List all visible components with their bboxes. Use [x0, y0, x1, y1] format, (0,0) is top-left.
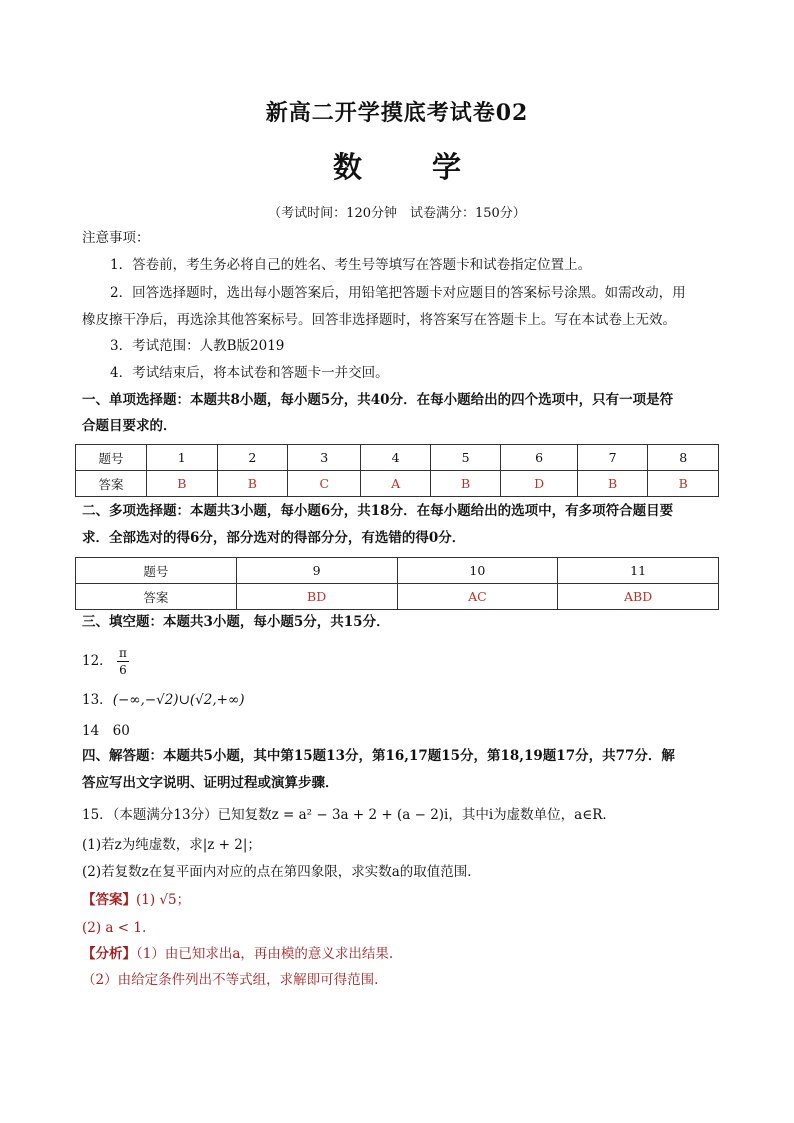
answer-cell: C: [288, 471, 361, 497]
question-number: 2: [217, 445, 288, 471]
q14-answer: 14 60: [82, 723, 130, 739]
answer-cell: B: [577, 471, 648, 497]
section1-heading: 一、单项选择题：本题共8小题，每小题5分，共40分．在每小题给出的四个选项中，只有一项是符: [82, 392, 674, 408]
q12-label: 12．: [82, 653, 113, 669]
multi-choice-answer-table: [75, 557, 719, 610]
fraction-numerator: π: [118, 646, 127, 660]
note-item: 4．考试结束后，将本试卷和答题卡一并交回。: [110, 365, 389, 381]
answer-part2: (2) a < 1.: [82, 920, 147, 936]
page-title: 新高二开学摸底考试卷02: [265, 100, 529, 126]
answer-cell: B: [648, 471, 719, 497]
q13-label: 13．: [82, 692, 113, 708]
question-number: 10: [397, 558, 558, 584]
notes-heading: 注意事项：: [82, 230, 150, 246]
answer-cell: AC: [397, 584, 558, 610]
question-number: 6: [501, 445, 577, 471]
analysis-part1: （1）由已知求出a，再由模的意义求出结果.: [136, 946, 394, 962]
section1-heading-cont: 合题目要求的．: [82, 418, 177, 434]
row-label: 答案: [76, 584, 237, 610]
question-number: 4: [361, 445, 430, 471]
answer-cell: ABD: [558, 584, 719, 610]
q15-part2: (2)若复数z在复平面内对应的点在第四象限，求实数a的取值范围．: [82, 864, 481, 880]
answer-cell: B: [430, 471, 501, 497]
section4-heading: 四、解答题：本题共5小题，其中第15题13分，第16,17题15分，第18,19题17分，共77分．解: [82, 748, 675, 764]
answer-cell: A: [361, 471, 430, 497]
answer-cell: BD: [236, 584, 397, 610]
table-row: [76, 558, 719, 584]
q15-part1: (1)若z为纯虚数，求|z + 2|；: [82, 837, 261, 853]
section4-heading-cont: 答应写出文字说明、证明过程或演算步骤．: [82, 775, 339, 791]
table-row: [76, 471, 719, 497]
question-number: 7: [577, 445, 648, 471]
table-row: [76, 445, 719, 471]
question-number: 1: [147, 445, 218, 471]
section2-heading-cont: 求．全部选对的得6分，部分选对的得部分分，有选错的得0分．: [82, 530, 466, 546]
single-choice-answer-table: [75, 444, 719, 497]
answer-cell: D: [501, 471, 577, 497]
answer-cell: B: [147, 471, 218, 497]
q13-answer: [82, 690, 244, 710]
note-item: 橡皮擦干净后，再选涂其他答案标号。回答非选择题时，将答案写在答题卡上。写在本试卷上无效。: [82, 312, 676, 328]
section2-heading: 二、多项选择题：本题共3小题，每小题6分，共18分．在每小题给出的选项中，有多项符合题目要: [82, 503, 674, 519]
question-number: 11: [558, 558, 719, 584]
exam-time-info: （考试时间：120分钟 试卷满分：150分）: [268, 206, 526, 221]
answer-part1: (1) √5；: [136, 892, 191, 908]
question-number: 9: [236, 558, 397, 584]
note-item: 3．考试范围：人教B版2019: [110, 338, 285, 354]
question-number: 8: [648, 445, 719, 471]
analysis-tag: 【分析】: [82, 946, 136, 962]
analysis-part2: （2）由给定条件列出不等式组，求解即可得范围.: [82, 972, 379, 988]
q13-interval: (−∞,−√2)∪(√2,+∞): [112, 692, 245, 708]
fraction-denominator: 6: [119, 663, 127, 677]
q15-analysis: [82, 944, 393, 964]
q12-answer: [82, 645, 129, 678]
answer-cell: B: [217, 471, 288, 497]
question-number: 3: [288, 445, 361, 471]
table-row: [76, 584, 719, 610]
subject-char: 数: [332, 150, 362, 184]
q15-answer: [82, 890, 190, 910]
note-item: 1．答卷前，考生务必将自己的姓名、考生号等填写在答题卡和试卷指定位置上。: [110, 257, 592, 273]
section3-heading: 三、填空题：本题共3小题，每小题5分，共15分．: [82, 614, 390, 630]
answer-tag: 【答案】: [82, 892, 136, 908]
row-label: 题号: [76, 558, 237, 584]
subject-char: 学: [432, 150, 462, 184]
question-number: 5: [430, 445, 501, 471]
note-item: 2．回答选择题时，选出每小题答案后，用铅笔把答题卡对应题目的答案标号涂黑。如需改动，用: [110, 285, 686, 301]
row-label: 题号: [76, 445, 147, 471]
row-label: 答案: [76, 471, 147, 497]
q12-fraction: [117, 645, 129, 678]
q15-stem: 15．（本题满分13分）已知复数z = a² − 3a + 2 + (a − 2)i，其中i为虚数单位，a∈R．: [82, 807, 616, 823]
subject-title: [0, 145, 794, 186]
